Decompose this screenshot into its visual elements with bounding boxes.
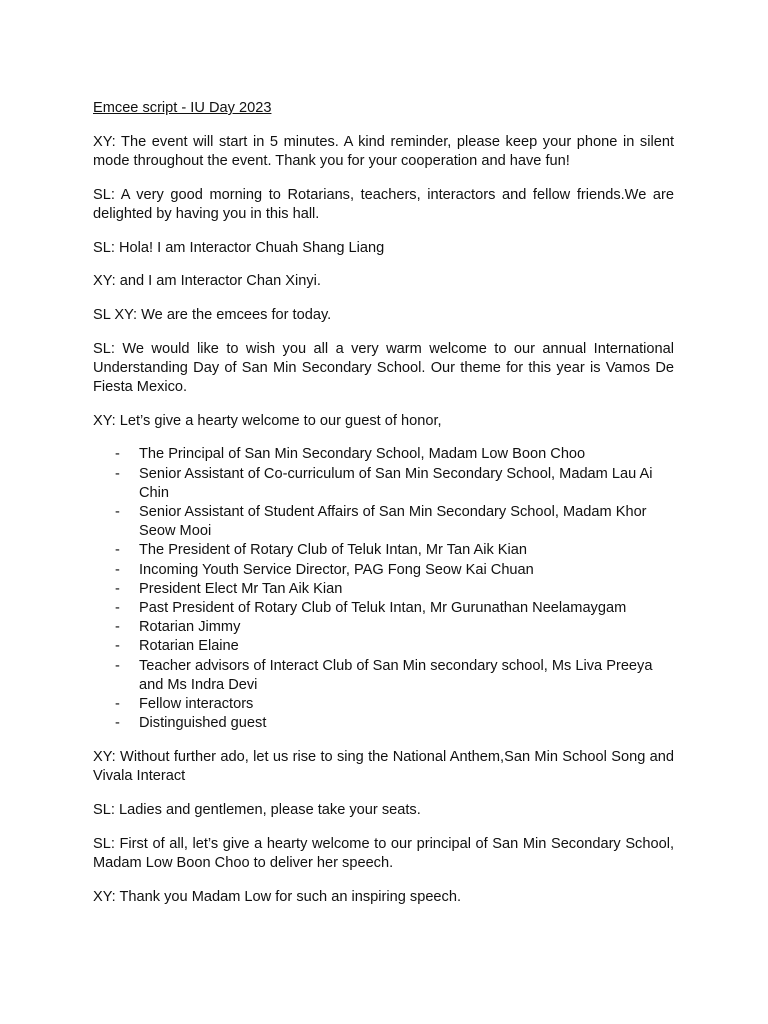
bullet-marker: - [115, 542, 120, 559]
guest-name: Senior Assistant of Co-curriculum of San Min Secondary School, Madam Lau Ai Chin [139, 465, 653, 501]
paragraph-reminder: XY: The event will start in 5 minutes. A kind reminder, please keep your phone in silent mode throughout the event. Thank you for your cooperation and have fun! [93, 133, 674, 169]
list-item [93, 503, 674, 541]
guest-list [93, 445, 674, 733]
paragraph-guest-intro: XY: Let’s give a hearty welcome to our guest of honor, [93, 412, 442, 429]
paragraph-greeting: SL: A very good morning to Rotarians, teachers, interactors and fellow friends.We are delighted by having you in this hall. [93, 186, 674, 222]
guest-name: Rotarian Elaine [139, 638, 239, 655]
bullet-marker: - [115, 638, 120, 655]
document-page [93, 99, 674, 921]
list-item [93, 695, 674, 714]
bullet-marker: - [115, 696, 120, 713]
bullet-marker: - [115, 561, 120, 578]
guest-name: President Elect Mr Tan Aik Kian [139, 580, 343, 597]
paragraph-seats: SL: Ladies and gentlemen, please take your seats. [93, 801, 421, 818]
bullet-marker: - [115, 504, 120, 521]
list-item [93, 541, 674, 560]
list-item [93, 657, 674, 695]
bullet-marker: - [115, 600, 120, 617]
list-item [93, 445, 674, 464]
bullet-marker: - [115, 465, 120, 482]
paragraph-thanks: XY: Thank you Madam Low for such an inspiring speech. [93, 888, 462, 905]
list-item [93, 465, 674, 503]
list-item [93, 714, 674, 733]
list-item [93, 618, 674, 637]
paragraph-principal-speech: SL: First of all, let’s give a hearty welcome to our principal of San Min Secondary School, Madam Low Boon Choo to deliver her speech. [93, 835, 674, 871]
document-title: Emcee script - IU Day 2023 [93, 100, 272, 116]
paragraph-xy-intro: XY: and I am Interactor Chan Xinyi. [93, 273, 321, 290]
guest-name: The President of Rotary Club of Teluk Intan, Mr Tan Aik Kian [139, 542, 528, 559]
bullet-marker: - [115, 715, 120, 732]
list-item [93, 580, 674, 599]
guest-name: Rotarian Jimmy [139, 619, 241, 636]
guest-name: Teacher advisors of Interact Club of San Min secondary school, Ms Liva Preeya and Ms Indra Devi [139, 657, 653, 693]
guest-name: Incoming Youth Service Director, PAG Fong Seow Kai Chuan [139, 561, 534, 578]
guest-name: Past President of Rotary Club of Teluk Intan, Mr Gurunathan Neelamaygam [139, 600, 627, 617]
list-item [93, 637, 674, 656]
paragraph-sl-intro: SL: Hola! I am Interactor Chuah Shang Liang [93, 239, 385, 256]
guest-name: Distinguished guest [139, 715, 267, 732]
bullet-marker: - [115, 657, 120, 674]
list-item [93, 561, 674, 580]
paragraph-anthem: XY: Without further ado, let us rise to sing the National Anthem,San Min School Song and Vivala Interact [93, 748, 674, 785]
guest-name: Fellow interactors [139, 696, 254, 713]
list-item [93, 599, 674, 618]
guest-name: The Principal of San Min Secondary School, Madam Low Boon Choo [139, 446, 586, 463]
guest-name: Senior Assistant of Student Affairs of San Min Secondary School, Madam Khor Seow Mooi [139, 504, 647, 540]
bullet-marker: - [115, 446, 120, 463]
paragraph-welcome: SL: We would like to wish you all a very warm welcome to our annual International Understanding Day of San Min Secondary School. Our theme for this year is Vamos De Fiesta Mexico. [93, 340, 674, 396]
bullet-marker: - [115, 580, 120, 597]
bullet-marker: - [115, 619, 120, 636]
paragraph-emcees: SL XY: We are the emcees for today. [93, 306, 332, 323]
